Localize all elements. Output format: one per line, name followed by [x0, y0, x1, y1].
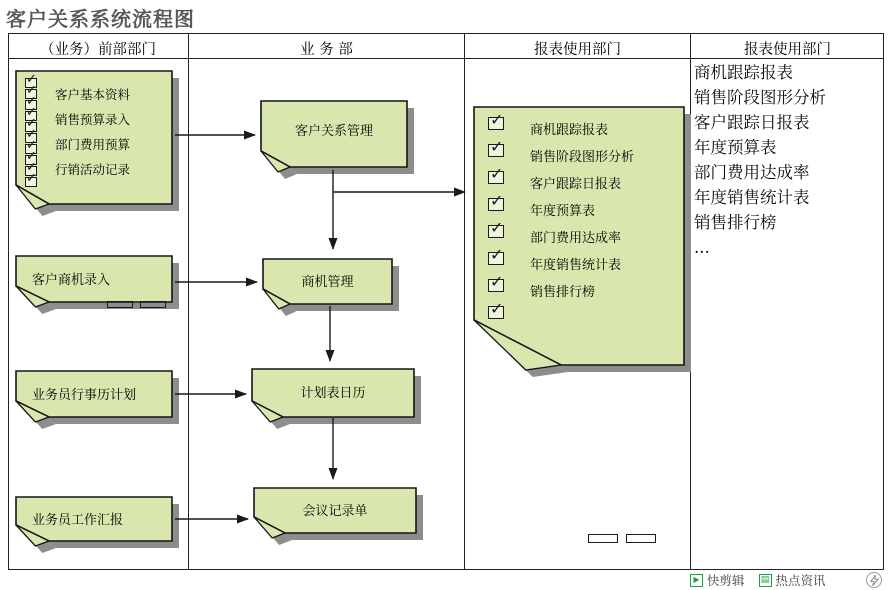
column-divider — [464, 33, 465, 570]
hot-news-label: 热点资讯 — [775, 573, 826, 588]
note-report-list — [473, 106, 685, 366]
note-schedule-calendar — [251, 368, 415, 418]
column-header-report-dept-1: 报表使用部门 — [534, 42, 621, 58]
note-opportunity-management — [262, 258, 393, 305]
checkbox-icon — [488, 252, 504, 265]
note-label: 客户商机录入 — [32, 273, 111, 288]
report-item: 商机跟踪报表 — [694, 63, 793, 82]
note-item-list — [55, 82, 130, 182]
report-item: 销售排行榜 — [694, 213, 777, 232]
note-item: 客户基本资料 — [55, 87, 131, 102]
column-header-business-dept: 业 务 部 — [300, 42, 353, 58]
note-item: 销售阶段图形分析 — [530, 150, 635, 165]
checkbox-icon — [25, 177, 37, 187]
checkbox-icon — [488, 306, 504, 319]
note-item: 商机跟踪报表 — [530, 123, 609, 138]
status-bar — [690, 571, 882, 589]
blank-field — [588, 534, 618, 543]
page-title: 客户关系系统流程图 — [6, 7, 195, 31]
note-label: 业务员工作汇报 — [32, 513, 124, 528]
column-header-front-dept: （业务）前部部门 — [40, 42, 156, 58]
note-item: 年度销售统计表 — [530, 258, 622, 273]
report-item: 客户跟踪日报表 — [694, 113, 810, 132]
quick-clip-icon: ▶ — [690, 574, 703, 587]
note-item: 客户跟踪日报表 — [530, 177, 622, 192]
lightning-glyph — [870, 575, 879, 586]
note-salesman-calendar-plan — [15, 370, 173, 418]
checkbox-icon — [488, 171, 504, 184]
note-label: 商机管理 — [301, 275, 354, 290]
note-item: 部门费用预算 — [55, 137, 131, 152]
report-item: 年度预算表 — [694, 138, 777, 157]
note-item: 年度预算表 — [530, 204, 596, 219]
hot-news-icon: ▤ — [759, 574, 772, 587]
note-label: 客户关系管理 — [294, 124, 373, 139]
note-item: 销售预算录入 — [55, 112, 131, 127]
report-item: 年度销售统计表 — [694, 188, 810, 207]
note-crm-management — [260, 100, 408, 168]
blank-field — [107, 301, 133, 308]
hot-news-tool[interactable] — [759, 571, 826, 589]
blank-fields — [588, 534, 800, 543]
report-item: 销售阶段图形分析 — [694, 88, 826, 107]
note-label: 计划表日历 — [300, 386, 366, 401]
speed-mode-icon[interactable] — [866, 572, 882, 588]
note-customer-opportunity-entry — [15, 255, 173, 303]
checkbox-icon — [488, 225, 504, 238]
checkbox-icon — [488, 117, 504, 130]
quick-clip-label: 快剪辑 — [707, 573, 745, 588]
report-item: ... — [694, 238, 710, 257]
note-item: 行销活动记录 — [55, 162, 131, 177]
blank-fields — [107, 301, 265, 308]
note-meeting-record — [253, 487, 417, 534]
quick-clip-tool[interactable] — [690, 571, 745, 589]
report-item: 部门费用达成率 — [694, 163, 810, 182]
checkbox-icon — [488, 279, 504, 292]
note-label: 业务员行事历计划 — [32, 388, 137, 403]
column-header-report-dept-2: 报表使用部门 — [744, 42, 831, 58]
blank-field — [626, 534, 656, 543]
note-label: 会议记录单 — [302, 504, 368, 519]
checkbox-icon — [488, 198, 504, 211]
report-user-list — [694, 60, 880, 260]
note-item: 销售排行榜 — [530, 285, 596, 300]
note-salesman-work-report — [15, 496, 173, 542]
note-front-dept-inputs — [15, 70, 173, 205]
blank-field — [140, 301, 166, 308]
note-item-list — [530, 117, 634, 306]
note-item: 部门费用达成率 — [530, 231, 622, 246]
checkbox-icon — [488, 144, 504, 157]
